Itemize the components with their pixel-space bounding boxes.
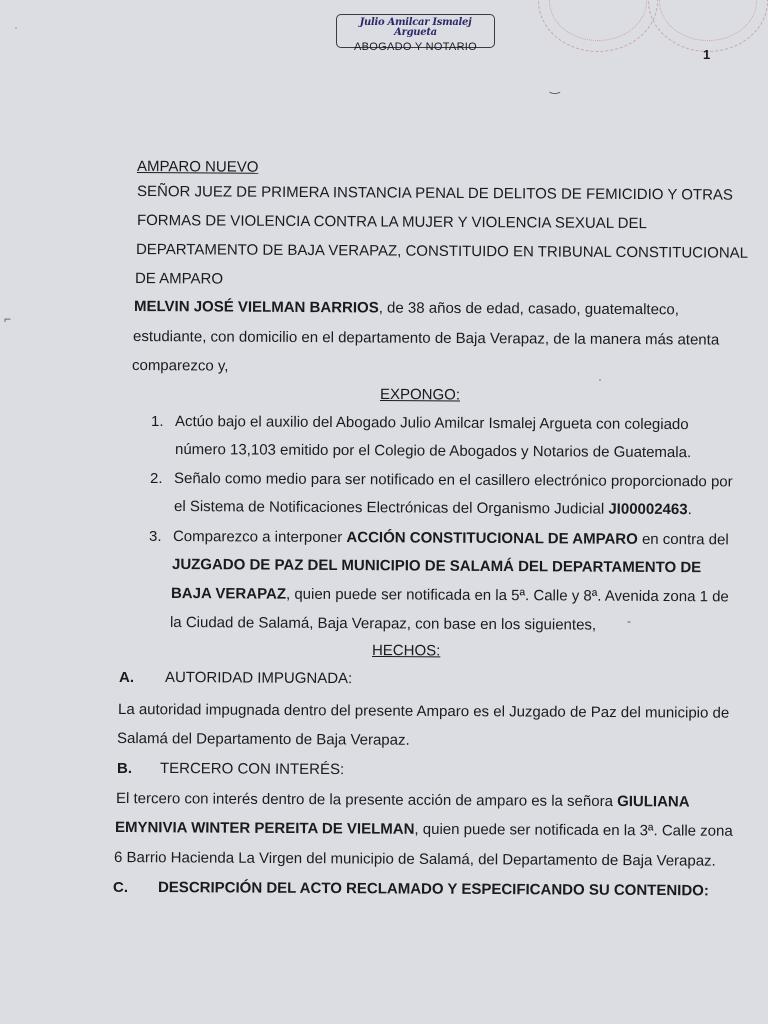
- list-number: 1.: [151, 413, 164, 430]
- paragraph-line: 6 Barrio Hacienda La Virgen del municipio de Salamá, del Departamento de Baja Verapaz.: [113, 849, 716, 870]
- list-item-text: la Ciudad de Salamá, Baja Verapaz, con base en los siguientes,: [169, 614, 597, 634]
- section-heading-hechos: HECHOS:: [371, 642, 441, 660]
- page-number: 1: [703, 47, 711, 62]
- paragraph-line: Salamá del Departamento de Baja Verapaz.: [116, 730, 410, 749]
- margin-mark: ⌐: [4, 312, 12, 326]
- margin-mark: -: [627, 614, 631, 628]
- margin-mark: ·: [598, 372, 602, 386]
- list-number: 2.: [150, 470, 163, 487]
- section-letter: C.: [113, 879, 128, 896]
- address-line: DE AMPARO: [134, 270, 224, 288]
- list-item-text: BAJA VERAPAZ, quien puede ser notificada en la 5ª. Calle y 8ª. Avenida zona 1 de: [170, 585, 729, 606]
- section-title: DESCRIPCIÓN DEL ACTO RECLAMADO Y ESPECIFICANDO SU CONTENIDO:: [157, 879, 709, 900]
- list-item-text: Actúo bajo el auxilio del Abogado Julio Amilcar Ismalej Argueta con colegiado: [174, 413, 689, 434]
- official-seal: [648, 0, 768, 52]
- list-item-text: Comparezco a interponer ACCIÓN CONSTITUCIONAL DE AMPARO en contra del: [172, 528, 729, 549]
- list-item-text: el Sistema de Notificaciones Electrónicas del Organismo Judicial JI00002463.: [173, 498, 692, 519]
- stamp-title: ABOGADO Y NOTARIO: [353, 41, 478, 53]
- doc-heading: AMPARO NUEVO: [136, 158, 259, 176]
- address-line: FORMAS DE VIOLENCIA CONTRA LA MUJER Y VIOLENCIA SEXUAL DEL: [136, 212, 647, 233]
- section-title: AUTORIDAD IMPUGNADA:: [164, 669, 353, 688]
- list-item-text: número 13,103 emitido por el Colegio de Abogados y Notarios de Guatemala.: [174, 441, 692, 462]
- intro-line: comparezco y,: [131, 357, 229, 375]
- address-line: DEPARTAMENTO DE BAJA VERAPAZ, CONSTITUIDO EN TRIBUNAL CONSTITUCIONAL: [135, 241, 749, 262]
- paragraph-line: El tercero con interés dentro de la presente acción de amparo es la señora GIULIANA: [115, 790, 690, 811]
- intro-line: MELVIN JOSÉ VIELMAN BARRIOS, de 38 años de edad, casado, guatemalteco,: [133, 298, 680, 319]
- margin-mark: ‿: [550, 80, 560, 94]
- list-item-text: JUZGADO DE PAZ DEL MUNICIPIO DE SALAMÁ DEL DEPARTAMENTO DE: [171, 556, 702, 577]
- lawyer-stamp: [336, 14, 495, 53]
- margin-mark: ·: [14, 20, 18, 34]
- section-heading-expongo: EXPONGO:: [379, 386, 461, 404]
- section-letter: B.: [117, 760, 132, 777]
- paragraph-line: EMYNIVIA WINTER PEREITA DE VIELMAN, quien puede ser notificada en la 3ª. Calle zona: [114, 819, 733, 840]
- official-seal: [538, 0, 658, 52]
- list-item-text: Señalo como medio para ser notificado en el casillero electrónico proporcionado por: [173, 470, 733, 491]
- stamp-signature: Julio Amilcar Ismalej Argueta: [359, 17, 472, 38]
- list-number: 3.: [149, 528, 162, 545]
- intro-line: estudiante, con domicilio en el departamento de Baja Verapaz, de la manera más atenta: [132, 328, 720, 349]
- paragraph-line: La autoridad impugnada dentro del presente Amparo es el Juzgado de Paz del municipio de: [117, 701, 730, 722]
- section-letter: A.: [119, 669, 134, 686]
- section-title: TERCERO CON INTERÉS:: [159, 760, 345, 779]
- address-line: SEÑOR JUEZ DE PRIMERA INSTANCIA PENAL DE DELITOS DE FEMICIDIO Y OTRAS: [136, 183, 734, 204]
